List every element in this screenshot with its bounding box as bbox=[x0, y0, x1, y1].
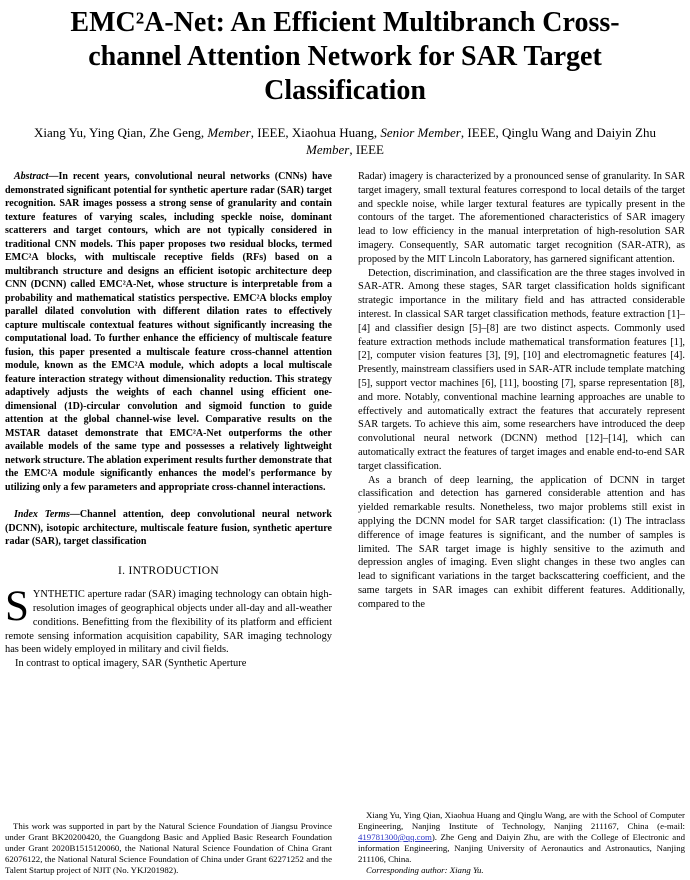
intro-paragraph-text: YNTHETIC aperture radar (SAR) imaging technology can obtain high-resolution images of geographical objects under all-day and all-weather conditions. Benefitting from the flexibility of its platform and efficient remote sensing information acquisition capability, SAR imaging technology has been widely employed in military and civil fields. bbox=[5, 589, 332, 656]
left-footnote-block bbox=[5, 821, 332, 876]
funding-footnote: This work was supported in part by the Natural Science Foundation of Jiangsu Province under Grant BK20200420, the Guangdong Basic and Applied Basic Research Foundation under Grant 2020B1515120060, the National Natural Science Foundation of China Grant 62076122, the National Natural Science Foundation of China under Grant 62271252 and the Talent Startup project of NJIT (No. YKJ201982). bbox=[5, 821, 332, 875]
authors-member-italic: Member bbox=[207, 125, 251, 140]
intro-paragraph-dropcap bbox=[5, 583, 332, 657]
body-paragraph-2: Detection, discrimination, and classification are the three stages involved in SAR-ATR. Among these stages, SAR target classification holds significant strategic importance in the military field and has attracted considerable interest. In classical SAR target classification methods, feature extraction [1]–[4] and classifier design [5]–[8] are two distinct aspects. Commonly used feature extraction methods include mathematical transformation features [1], [2], computer vision features [3], [9], [10] and electromagnetic features [4]. Presently, mainstream classifiers used in SAR-ATR include template matching [5], support vector machines [6], [11], boosting [7], sparse representation [8], and more. Notably, conventional machine learning approaches are unable to effectively and automatically extract the features that accurately represent SAR targets. To achieve this aim, some researchers have introduced the deep convolutional neural network (DCNN) method [12]–[14], which can automatically extract the features of target images and enable end-to-end SAR target classification. bbox=[358, 267, 685, 472]
body-paragraph-3: As a branch of deep learning, the application of DCNN in target classification and detection has garnered considerable attention and has yielded remarkable results. Nonetheless, two major problems still exist in applying the DCNN model for SAR target classification: (1) The intraclass difference of image features is significant, and the number of samples is limited. The SAR target image is highly sensitive to the azimuth and depression angles of imaging. Even slight changes in these two angles can lead to significant variations in the target backscattering coefficient, and the same targets in SAR images can exhibit different features. Additionally, compared to the bbox=[358, 474, 685, 610]
email-link[interactable]: 419781300@qq.com bbox=[358, 832, 432, 842]
index-terms-paragraph bbox=[5, 508, 332, 549]
authors-part: , IEEE, Xiaohua Huang, bbox=[250, 125, 381, 140]
affiliations-footnote bbox=[358, 810, 685, 865]
index-terms-label: Index Terms— bbox=[14, 509, 80, 520]
affiliations-text-pre: Xiang Yu, Ying Qian, Xiaohua Huang and Qinglu Wang, are with the School of Computer Engineering, Nanjing Institute of Technology, Nanjing 211167, China (e-mail: bbox=[358, 810, 685, 831]
body-paragraph-1: Radar) imagery is characterized by a pronounced sense of granularity. In SAR target imagery, small textural features correspond to local details of the target and speckle noise, while larger textural features are typically present in the contours of the target. The aforementioned characteristics of SAR imagery lead to low efficiency in the manual interpretation of high-resolution SAR imagery. Consequently, SAR automatic target recognition (SAR-ATR), as proposed by the MIT Lincoln Laboratory, has garnered significant attention. bbox=[358, 171, 685, 265]
authors-part: , IEEE bbox=[349, 142, 384, 157]
title-line-2: channel Attention Network for SAR Target bbox=[88, 41, 602, 72]
corresponding-author-note: Corresponding author: Xiang Yu. bbox=[366, 865, 484, 875]
abstract-label: Abstract— bbox=[14, 171, 59, 182]
intro-paragraph-2: In contrast to optical imagery, SAR (Synthetic Aperture bbox=[15, 658, 247, 670]
affiliations-text-post: ). Zhe Geng and Daiyin Zhu, are with the College of Electronic and information Engineering, Nanjing University of Aeronautics and Astronautics, Nanjing 211106, China. bbox=[358, 832, 685, 864]
authors-line bbox=[25, 124, 665, 158]
abstract-paragraph bbox=[5, 170, 332, 494]
authors-senior-member-italic: Senior Member bbox=[380, 125, 461, 140]
two-column-body bbox=[5, 170, 685, 880]
authors-part: , IEEE, Qinglu Wang and Daiyin Zhu bbox=[460, 125, 656, 140]
page-title bbox=[30, 6, 660, 108]
right-column bbox=[358, 170, 685, 880]
dropcap-letter: S bbox=[5, 583, 29, 631]
section-heading-introduction: I. INTRODUCTION bbox=[118, 564, 219, 577]
title-line-1: EMC²A-Net: An Efficient Multibranch Cross- bbox=[70, 7, 620, 38]
authors-part: Xiang Yu, Ying Qian, Zhe Geng, bbox=[33, 125, 208, 140]
right-footnote-block bbox=[358, 810, 685, 876]
left-column bbox=[5, 170, 332, 880]
authors-member-italic-2: Member bbox=[306, 142, 350, 157]
abstract-text: In recent years, convolutional neural networks (CNNs) have demonstrated significant potential for synthetic aperture radar (SAR) target recognition. SAR images possess a strong sense of granularity and contain texture features of varying scales, including speckle noise, dominant scatterers and target contours, which are not typically considered in traditional CNN models. This paper proposes two residual blocks, termed EMC²A blocks, with multiscale receptive fields (RFs) based on a multibranch structure and designs an efficient isotopic architecture deep CNN (DCNN) called EMC²A-Net, whose structure is interpretable from a probability and mathematical statistics perspective. EMC²A blocks employ parallel dilated convolution with different dilation rates to effectively capture multiscale contextual features without significantly increasing the computational load. To further enhance the efficiency of multiscale feature fusion, this paper presented a multiscale feature cross-channel attention module, known as the EMC²A module, which adopts a local multiscale feature interaction strategy without dimensionality reduction. This strategy adaptively adjusts the weights of each channel using efficient one-dimensional (1D)-circular convolution and sigmoid function to guide attention at the global channel-wise level. Comparative results on the MSTAR dataset demonstrate that EMC²A-Net outperforms the other available models of the same type and possesses a relatively lightweight network structure. The ablation experiment results further demonstrate that the EMC²A module significantly enhances the model's performance by utilizing only a few parameters and appropriate cross-channel interactions. bbox=[5, 171, 332, 493]
index-terms-text: Channel attention, deep convolutional neural network (DCNN), isotopic architecture, multiscale feature fusion, synthetic aperture radar (SAR), target classification bbox=[5, 509, 332, 547]
title-line-3: Classification bbox=[264, 75, 426, 106]
